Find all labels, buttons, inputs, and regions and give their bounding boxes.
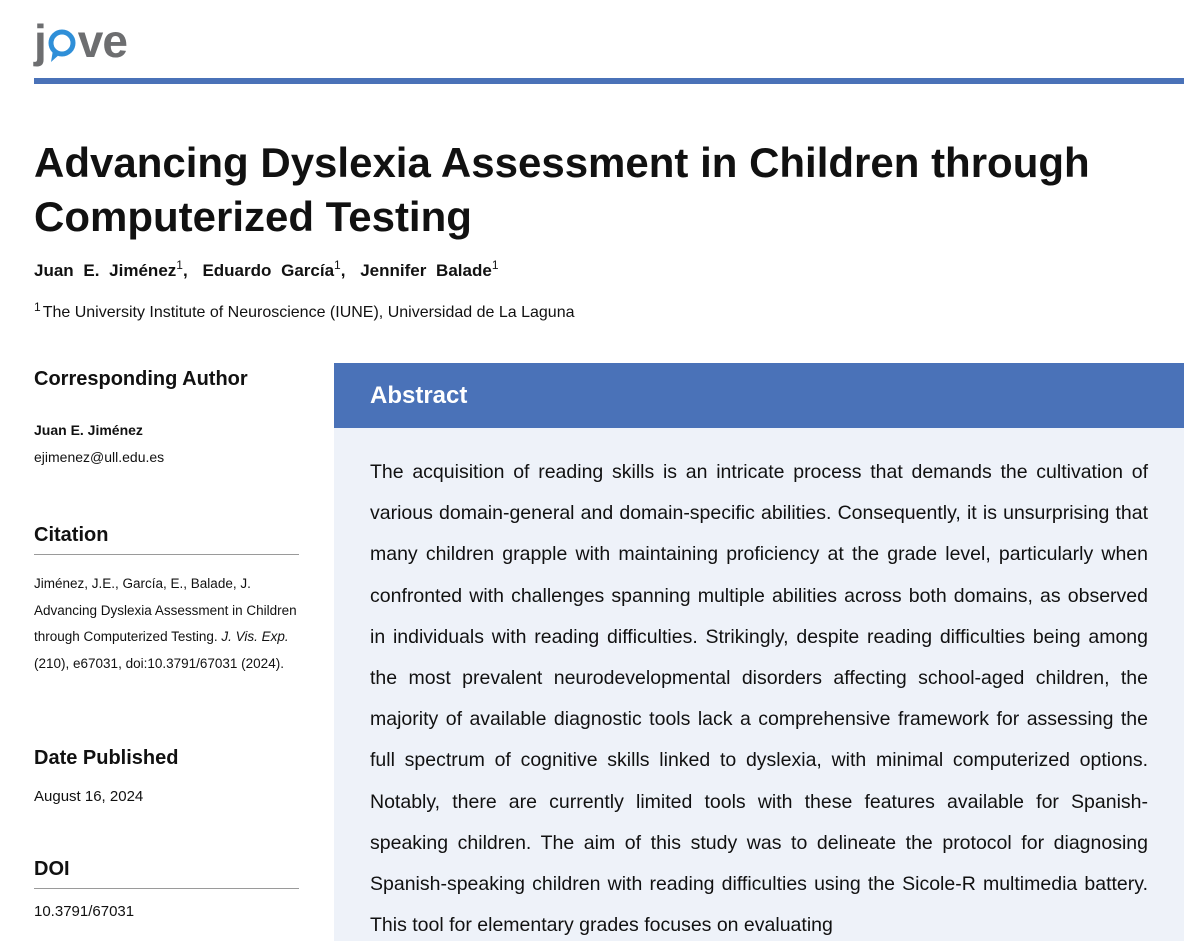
author-affiliation-mark: 1 bbox=[334, 258, 341, 272]
jove-logo[interactable] bbox=[34, 15, 127, 72]
affiliation-text: The University Institute of Neuroscience (IUNE), Universidad de La Laguna bbox=[42, 304, 575, 321]
citation-divider bbox=[34, 554, 299, 555]
date-published-section bbox=[34, 744, 299, 805]
corresponding-author-name: Juan E. Jiménez bbox=[34, 422, 143, 438]
abstract-panel bbox=[334, 363, 1184, 941]
abstract-header bbox=[334, 363, 1184, 428]
doi-heading: DOI bbox=[34, 858, 70, 880]
author-name: Juan E. Jiménez bbox=[34, 261, 177, 280]
author-item[interactable] bbox=[360, 258, 498, 281]
author-list bbox=[34, 258, 509, 281]
abstract-heading: Abstract bbox=[370, 381, 468, 409]
citation-heading: Citation bbox=[34, 524, 109, 546]
header-divider bbox=[34, 78, 1184, 84]
citation-section bbox=[34, 521, 299, 677]
author-affiliation-mark: 1 bbox=[176, 258, 183, 272]
author-item[interactable]: Juan E. Jiménez$^1$, bbox=[34, 258, 188, 280]
article-title: Advancing Dyslexia Assessment in Children through Computerized Testing bbox=[34, 139, 1090, 240]
affiliation bbox=[34, 300, 575, 322]
date-published-value: August 16, 2024 bbox=[34, 788, 144, 805]
logo-letters-ve: ve bbox=[77, 15, 127, 67]
logo-letter-j: j bbox=[34, 15, 46, 67]
citation-text-part2: (210), e67031, doi:10.3791/67031 (2024). bbox=[34, 655, 284, 671]
author-affiliation-mark: 1 bbox=[491, 258, 499, 272]
citation-text-part1: Jiménez, J.E., García, E., Balade, J. Advancing Dyslexia Assessment in Children through Computerized Testing. bbox=[34, 576, 297, 644]
doi-value[interactable]: 10.3791/67031 bbox=[34, 903, 135, 920]
doi-divider bbox=[34, 888, 299, 889]
speech-bubble-icon bbox=[47, 18, 77, 66]
affiliation-mark: 1 bbox=[34, 300, 41, 314]
author-item[interactable]: Eduardo García$^1$, bbox=[202, 258, 346, 280]
author-name: Eduardo García bbox=[202, 261, 335, 280]
corresponding-author-heading: Corresponding Author bbox=[34, 368, 248, 390]
citation-journal: J. Vis. Exp. bbox=[221, 629, 289, 644]
author-name: Jennifer Balade bbox=[360, 261, 492, 280]
corresponding-author-email[interactable]: ejimenez@ull.edu.es bbox=[34, 449, 165, 465]
citation-text bbox=[34, 571, 304, 677]
abstract-text: The acquisition of reading skills is an intricate process that demands the cultivation of various domain-general and domain-specific abilities. Consequently, it is unsurprising that many children grapple with maintaining proficiency at the grade level, particularly when confronted with challenges spanning multiple abilities across both domains, as observed in individuals with reading difficulties. Strikingly, despite reading difficulties being among the most prevalent neurodevelopmental disorders affecting school-aged children, the majority of available diagnostic tools lack a comprehensive framework for assessing the full spectrum of cognitive skills linked to dyslexia, with minimal computerized options. Notably, there are currently limited tools with these features available for Spanish-speaking children. The aim of this study was to delineate the protocol for diagnosing Spanish-speaking children with reading difficulties using the Sicole-R multimedia battery. This tool for elementary grades focuses on evaluating bbox=[370, 461, 1148, 937]
doi-section bbox=[34, 855, 299, 920]
date-published-heading: Date Published bbox=[34, 747, 179, 769]
corresponding-author-section bbox=[34, 365, 299, 465]
